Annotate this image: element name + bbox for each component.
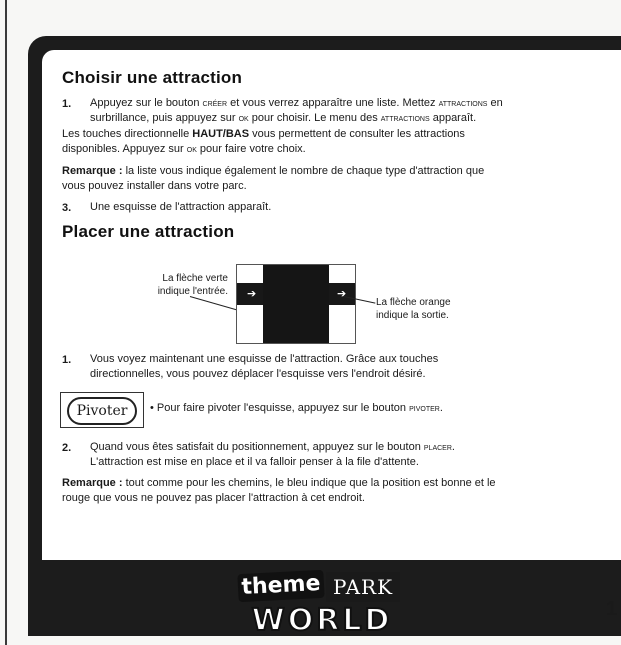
place-step2-line1: Quand vous êtes satisfait du positionnement, appuyez sur le bouton placer.: [90, 441, 455, 453]
section-title-choisir: Choisir une attraction: [62, 68, 243, 87]
pivot-bullet: • Pour faire pivoter l'esquisse, appuyez sur le bouton pivoter.: [150, 402, 443, 414]
step3-text: Une esquisse de l'attraction apparaît.: [90, 201, 272, 213]
place-step1-line2: directionnelles, vous pouvez déplacer l'esquisse vers l'endroit désiré.: [90, 368, 426, 380]
step-number: 1.: [62, 354, 72, 366]
attraction-footprint: [263, 265, 329, 343]
page-number: 1: [606, 598, 618, 620]
logo-park: PARK: [326, 572, 400, 602]
pivoter-label: Pivoter: [67, 397, 137, 425]
page-edge: [5, 0, 7, 645]
remark2-line1: Remarque : tout comme pour les chemins, le bleu indique que la position est bonne et le: [62, 477, 496, 489]
para-touches-line2: disponibles. Appuyez sur ok pour faire votre choix.: [62, 143, 306, 155]
place-step2-line2: L'attraction est mise en place et il va falloir penser à la file d'attente.: [90, 456, 419, 468]
step-number: 1.: [62, 98, 72, 110]
attraction-sketch-diagram: [236, 264, 356, 344]
para-touches-line1: Les touches directionnelle HAUT/BAS vous permettent de consulter les attractions: [62, 128, 465, 140]
theme-park-world-logo: [236, 570, 404, 644]
section-title-placer: Placer une attraction: [62, 222, 235, 241]
remark2-line2: rouge que vous ne pouvez pas placer l'attraction à cet endroit.: [62, 492, 365, 504]
green-arrow-icon: ➔: [247, 288, 257, 300]
logo-theme: theme: [237, 570, 324, 602]
diagram-right-label: La flèche orange indique la sortie.: [376, 297, 451, 321]
step1-line2: surbrillance, puis appuyez sur ok pour choisir. Le menu des attractions apparaît.: [90, 112, 477, 124]
orange-arrow-icon: ➔: [337, 288, 347, 300]
logo-world: WORLD: [251, 603, 393, 638]
remark1-line2: vous pouvez installer dans votre parc.: [62, 180, 247, 192]
remark1-line1: Remarque : la liste vous indique également le nombre de chaque type d'attraction que: [62, 165, 485, 177]
step-number: 3.: [62, 202, 72, 214]
diagram-left-label: La flèche verte indique l'entrée.: [157, 273, 228, 297]
step-number: 2.: [62, 442, 72, 454]
step1-line1: Appuyez sur le bouton créer et vous verrez apparaître une liste. Mettez attractions en: [90, 97, 503, 109]
pivoter-button-icon: [60, 392, 144, 428]
place-step1-line1: Vous voyez maintenant une esquisse de l'attraction. Grâce aux touches: [90, 353, 439, 365]
